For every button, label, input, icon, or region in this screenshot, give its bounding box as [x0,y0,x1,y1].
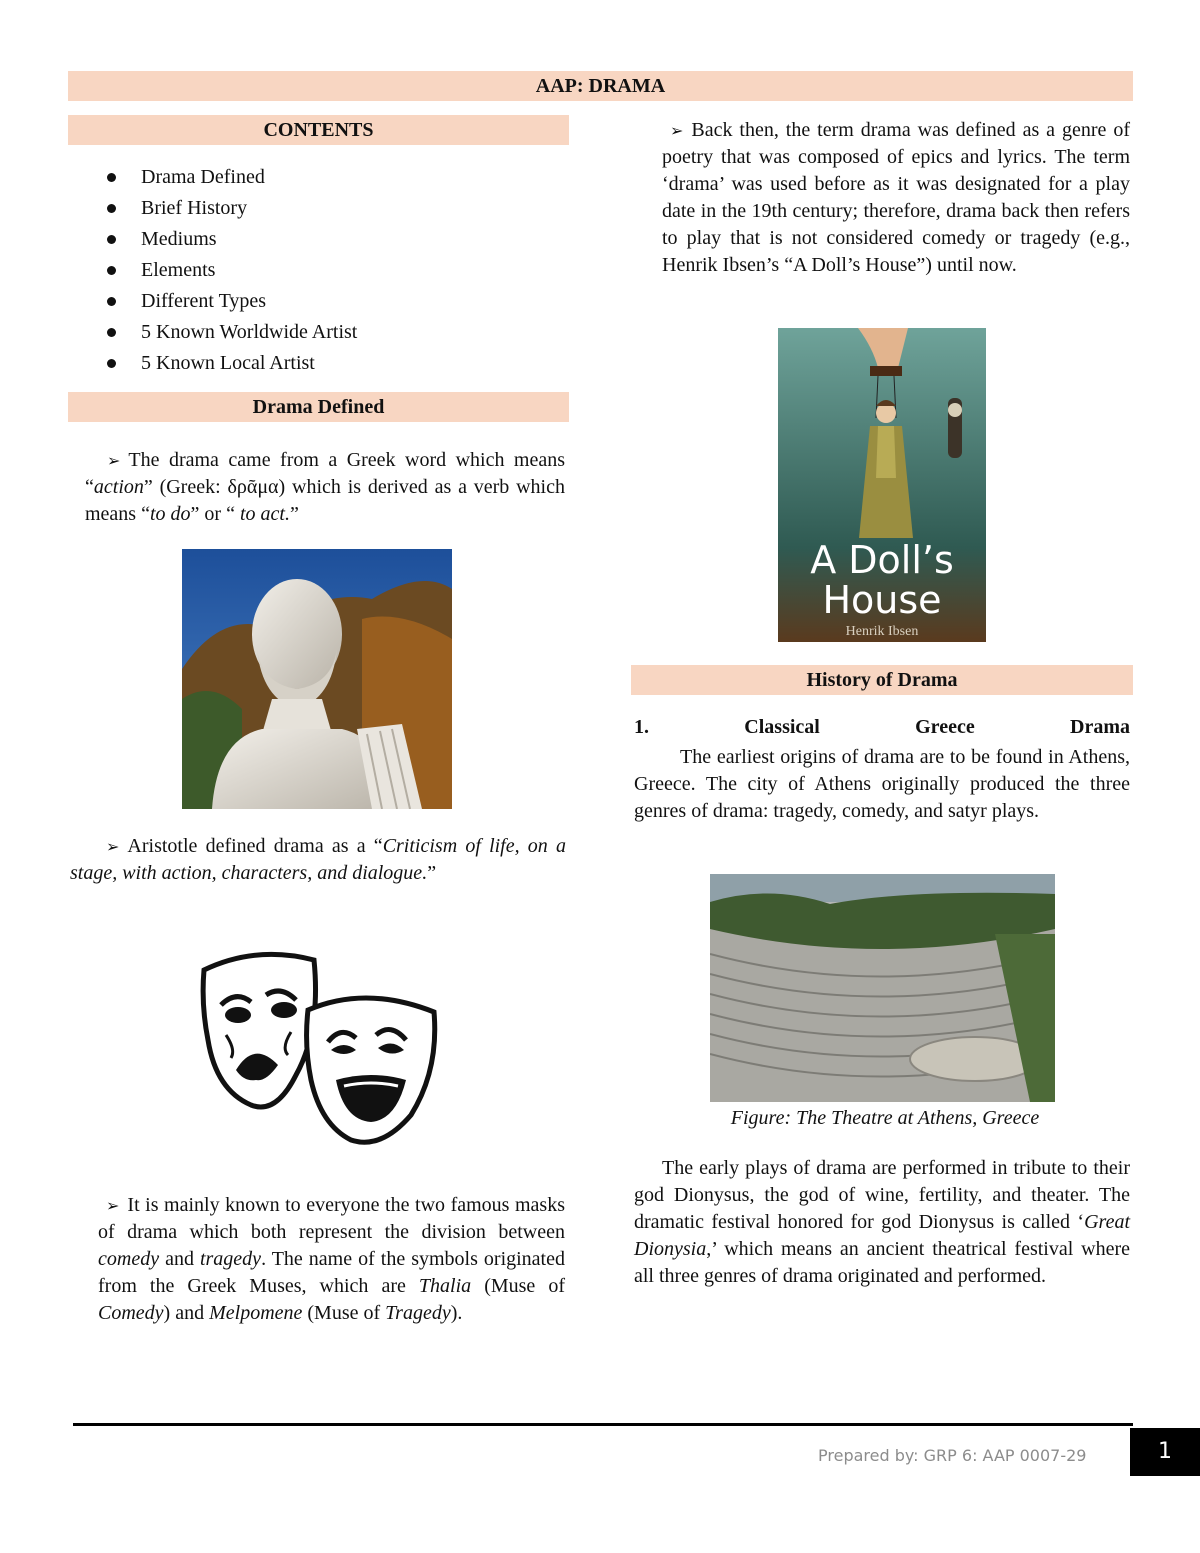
contents-item-elements[interactable]: Elements [104,255,357,286]
contents-item-local-artist[interactable]: 5 Known Local Artist [104,348,357,379]
dolls-house-cover-image [778,328,986,642]
contents-item-brief-history[interactable]: Brief History [104,193,357,224]
history-paragraph-2: The early plays of drama are performed in tribute to their god Dionysus, the god of wine, fertility, and theater. The dramatic festival honored for god Dionysus is called ‘Great Dionysia,’ which means an ancient theatrical festival where all three genres of drama originated and performed. [634,1157,1130,1287]
contents-list [104,162,357,379]
contents-item-mediums[interactable]: Mediums [104,224,357,255]
footer-divider [73,1423,1133,1426]
right-paragraph-1: ➢ Back then, the term drama was defined as a genre of poetry that was composed of epics and lyrics. The term ‘drama’ was used before as it was designated for a play date in the 19th century; therefore, drama back then refers to play that is not considered comedy or tragedy (e.g., Henrik Ibsen’s “A Doll’s House”) until now. [662,119,1130,276]
history-item-word-1: Classical [744,716,820,738]
history-item-number: 1. [634,716,649,738]
drama-defined-paragraph-2: ➢ Aristotle defined drama as a “Criticism of life, on a stage, with action, characters, and dialogue.” [70,835,566,884]
theatre-masks-image [196,950,441,1150]
history-item-heading [634,716,1130,739]
contents-item-different-types[interactable]: Different Types [104,286,357,317]
page-title: AAP: DRAMA [68,71,1133,101]
arrow-bullet-icon: ➢ [106,837,120,856]
drama-defined-paragraph-3: ➢ It is mainly known to everyone the two famous masks of drama which both represent the division between comedy and tragedy. The name of the symbols originated from the Greek Muses, which are Thalia (Muse of Comedy) and Melpomene (Muse of Tragedy). [98,1194,566,1324]
history-item-word-3: Drama [1070,716,1130,738]
arrow-bullet-icon: ➢ [107,451,121,470]
drama-defined-heading: Drama Defined [68,392,569,422]
tragedy-mask-icon [203,954,315,1107]
history-item-word-2: Greece [915,716,975,738]
comedy-mask-icon [307,998,435,1142]
aristotle-statue-image [182,549,452,809]
theatre-athens-image [710,874,1055,1102]
theatre-caption: Figure: The Theatre at Athens, Greece [730,1107,1040,1129]
book-title-line-2: House [822,578,942,622]
page-number: 1 [1130,1428,1200,1476]
history-heading: History of Drama [631,665,1133,695]
contents-heading: CONTENTS [68,115,569,145]
contents-item-drama-defined[interactable]: Drama Defined [104,162,357,193]
footer-prepared-by: Prepared by: GRP 6: AAP 0007-29 [818,1446,1087,1465]
drama-defined-paragraph-1: ➢ The drama came from a Greek word which means “action” (Greek: δρᾶμα) which is derived as a verb which means “to do” or “ to act.” [85,449,565,525]
arrow-bullet-icon: ➢ [670,121,684,140]
contents-item-worldwide-artist[interactable]: 5 Known Worldwide Artist [104,317,357,348]
book-title-line-1: A Doll’s [810,538,954,582]
arrow-bullet-icon: ➢ [106,1196,120,1215]
history-paragraph-1: The earliest origins of drama are to be found in Athens, Greece. The city of Athens originally produced the three genres of drama: tragedy, comedy, and satyr plays. [634,746,1130,822]
book-author: Henrik Ibsen [845,624,919,639]
